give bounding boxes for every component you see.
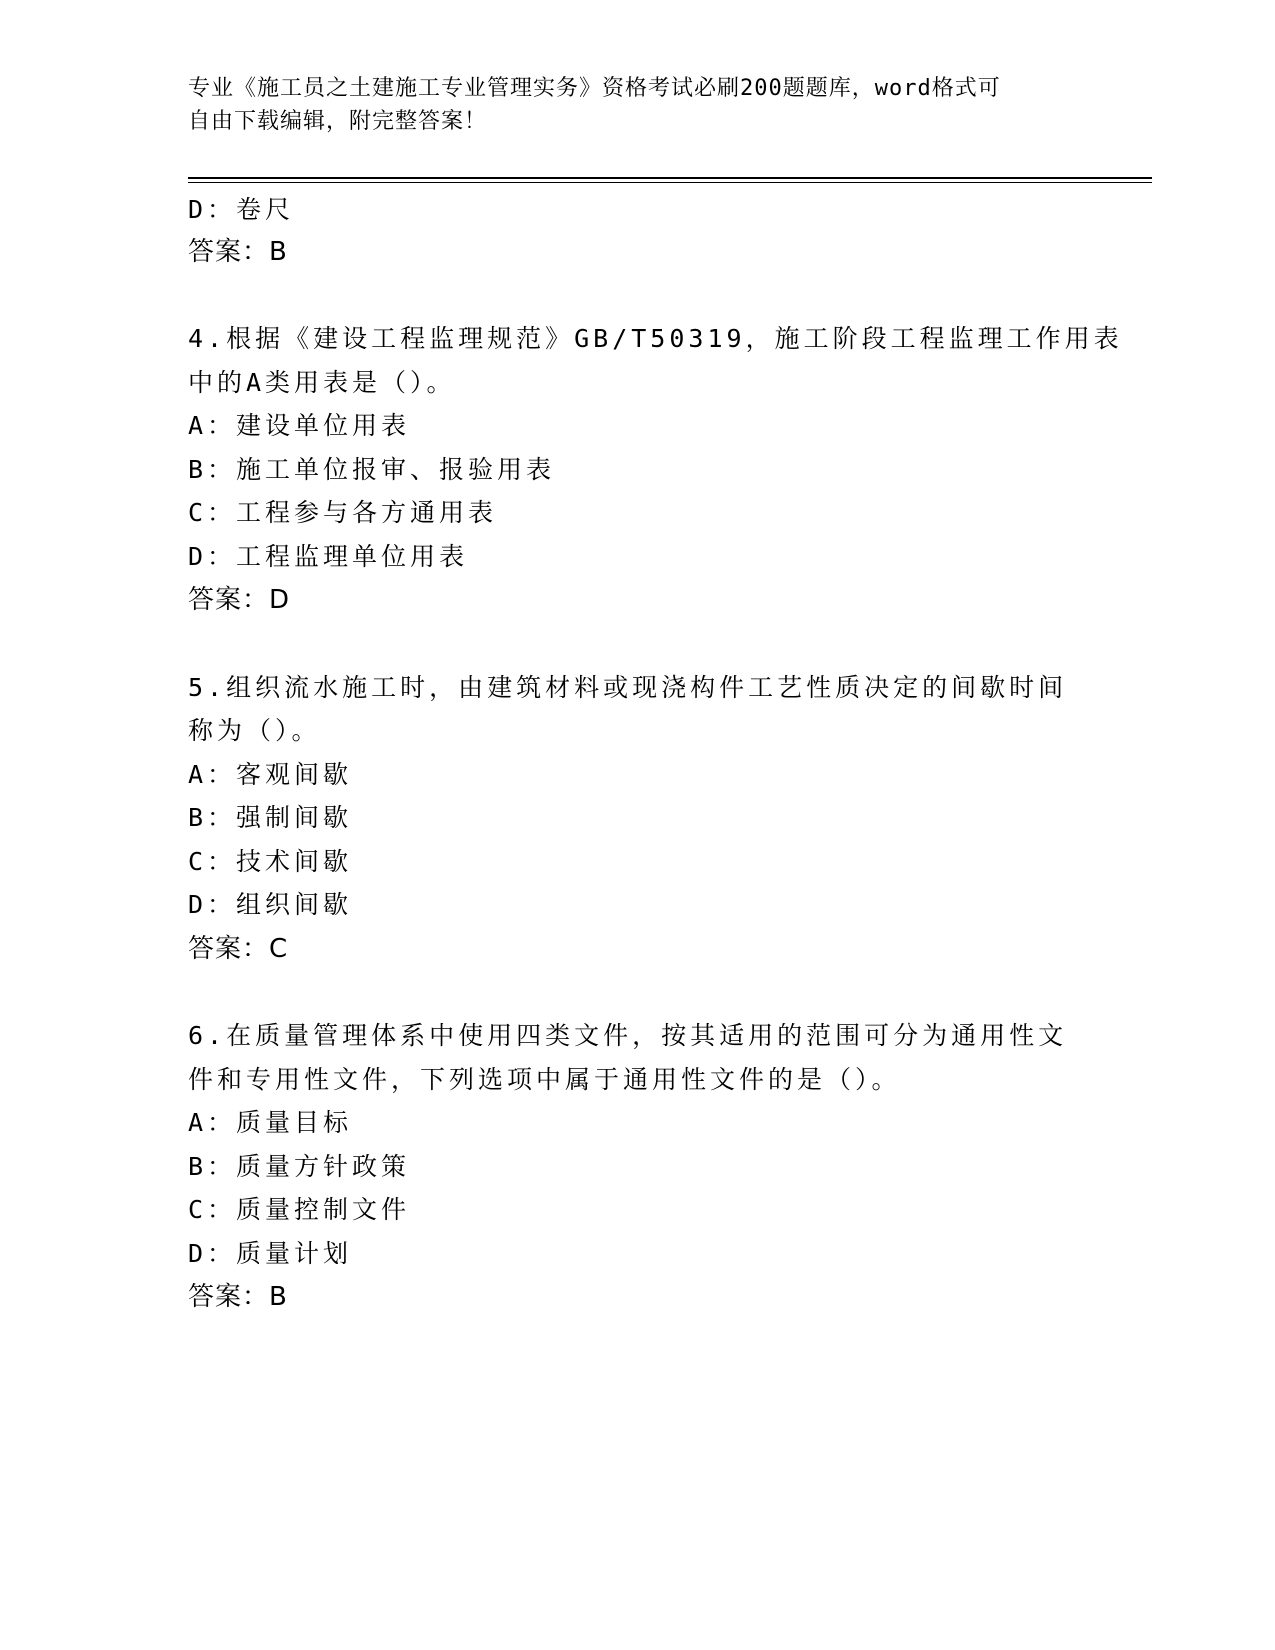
q5-stem-line-1: 5.组织流水施工时，由建筑材料或现浇构件工艺性质决定的间歇时间 (188, 673, 1068, 702)
q6-stem-line-1: 6.在质量管理体系中使用四类文件，按其适用的范围可分为通用性文 (188, 1021, 1068, 1050)
q6-answer: 答案：B (188, 1282, 288, 1312)
header-rule-thin (188, 182, 1152, 183)
q4-answer: 答案：D (188, 585, 291, 615)
q6-option-c: C：质量控制文件 (188, 1195, 411, 1224)
q5-option-b: B：强制间歇 (188, 803, 353, 832)
q4-option-a: A：建设单位用表 (188, 411, 411, 440)
q6-stem-line-2: 件和专用性文件，下列选项中属于通用性文件的是（）。 (188, 1065, 901, 1094)
page-header (188, 72, 1068, 138)
q3-option-d: D：卷尺 (188, 195, 295, 224)
q4-option-d: D：工程监理单位用表 (188, 542, 469, 571)
header-rule-thick (188, 177, 1152, 179)
q5-option-a: A：客观间歇 (188, 760, 353, 789)
q4-stem-line-1: 4.根据《建设工程监理规范》GB/T50319，施工阶段工程监理工作用表 (188, 324, 1123, 353)
q6-option-a: A：质量目标 (188, 1108, 353, 1137)
q4-stem-line-2: 中的A类用表是（）。 (188, 368, 456, 397)
q3-answer: 答案：B (188, 237, 288, 267)
q5-option-c: C：技术间歇 (188, 847, 353, 876)
q6-option-b: B：质量方针政策 (188, 1152, 411, 1181)
q4-option-b: B：施工单位报审、报验用表 (188, 455, 556, 484)
q5-answer: 答案：C (188, 934, 289, 964)
q6-option-d: D：质量计划 (188, 1239, 353, 1268)
q4-option-c: C：工程参与各方通用表 (188, 498, 498, 527)
header-line-2: 自由下载编辑，附完整答案！ (188, 109, 488, 134)
header-line-1: 专业《施工员之土建施工专业管理实务》资格考试必刷200题题库，word格式可 (188, 76, 1001, 101)
q5-option-d: D：组织间歇 (188, 890, 353, 919)
q5-stem-line-2: 称为（）。 (188, 716, 321, 745)
